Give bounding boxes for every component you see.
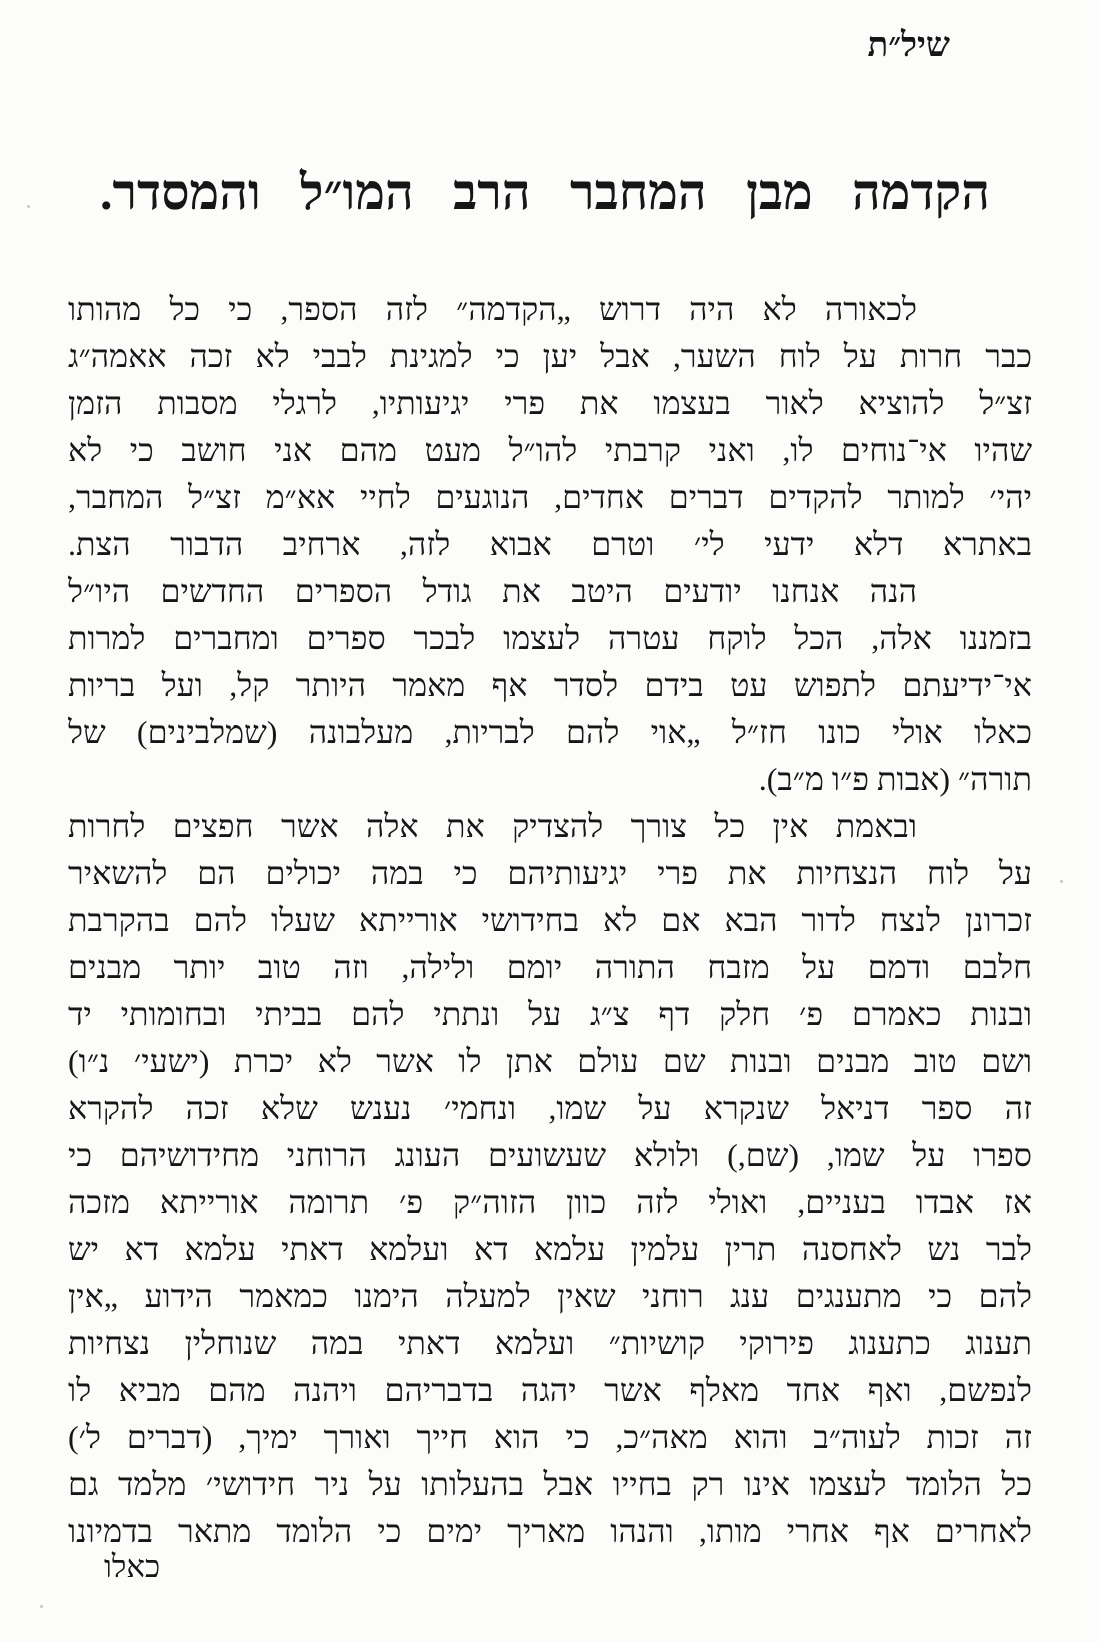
text-line: ובאמת אין כל צורך להצדיק את אלה אשר חפצים לחרות xyxy=(68,808,917,844)
text-line: תענוג כתענוג פירוקי קושיות״ ועלמא דאתי במה שנוחלין נצחיות xyxy=(68,1325,1032,1361)
body-text xyxy=(68,286,1032,1555)
text-line: לנפשם, ואף אחד מאלף אשר יהגה בדבריהם ויהנה מהם מביא לו xyxy=(68,1372,1032,1408)
scan-speck xyxy=(27,205,30,208)
scan-speck xyxy=(1060,880,1063,883)
text-line: תורה״ (אבות פ״ו מ״ב). xyxy=(758,761,1032,797)
page-marker: שיל״ת xyxy=(867,27,950,64)
text-line: ספרו על שמו, (שם,) ולולא שעשועים העונג הרוחני מחידושיהם כי xyxy=(68,1137,1032,1173)
text-line: אז אבדו בעניים, ואולי לזה כוון הזוה״ק פ׳ תרומה אורייתא מזכה xyxy=(68,1184,1032,1220)
text-line: בזמננו אלה, הכל לוקח עטרה לעצמו לבכר ספרים ומחברים למרות xyxy=(68,620,1032,656)
text-line: כבר חרות על לוח השער, אבל יען כי למגינת לבבי לא זכה אאמה״ג xyxy=(68,338,1032,374)
text-line: זה ספר דניאל שנקרא על שמו, ונחמי׳ נענש שלא זכה להקרא xyxy=(68,1090,1032,1126)
text-line: ובנות כאמרם פ׳ חלק דף צ״ג על ונתתי להם בביתי ובחומותי יד xyxy=(68,996,1032,1032)
text-line: כאלו אולי כונו חז״ל „אוי להם לבריות, מעלבונה (שמלבינים) של xyxy=(68,714,1032,750)
text-line: הנה אנחנו יודעים היטב את גודל הספרים החדשים היו״ל xyxy=(68,573,917,609)
paragraph xyxy=(68,568,1032,803)
text-line: להם כי מתענגים ענג רוחני שאין למעלה הימנו כמאמר הידוע „אין xyxy=(68,1278,1032,1314)
text-line: זצ״ל להוציא לאור בעצמו את פרי יגיעותיו, לרגלי מסבות הזמן xyxy=(68,385,1032,421)
text-line: זה זכות לעוה״ב והוא מאה״כ, כי הוא חייך ואורך ימיך, (דברים ל׳) xyxy=(68,1419,1032,1455)
text-line: חלבם ודמם על מזבח התורה יומם ולילה, וזה טוב יותר מבנים xyxy=(68,949,1032,985)
text-line: זכרונן לנצח לדור הבא אם לא בחידושי אורייתא שעלו להם בהקרבת xyxy=(68,902,1032,938)
catchword: כאלו xyxy=(104,1549,161,1584)
paragraph xyxy=(68,286,1032,568)
text-line: באתרא דלא ידעי לי׳ וטרם אבוא לזה, ארחיב הדבור הצת. xyxy=(68,526,1032,562)
text-line: אי־ידיעתם לתפוש עט בידם לסדר אף מאמר היותר קל, ועל בריות xyxy=(68,667,1032,703)
text-line: שהיו אי־נוחים לו, ואני קרבתי להו״ל מעט מהם אני חושב כי לא xyxy=(68,432,1032,468)
text-line: לבר נש לאחסנה תרין עלמין עלמא דא ועלמא דאתי עלמא דא יש xyxy=(68,1231,1032,1267)
text-line: לאחרים אף אחרי מותו, והנהו מאריך ימים כי הלומד מתאר בדמיונו xyxy=(68,1513,1032,1549)
text-line: לכאורה לא היה דרוש „הקדמה״ לזה הספר, כי כל מהותו xyxy=(68,291,917,327)
text-line: יהי׳ למותר להקדים דברים אחדים, הנוגעים לחיי אא״מ זצ״ל המחבר, xyxy=(68,479,1032,515)
text-line: כל הלומד לעצמו אינו רק בחייו אבל בהעלותו על ניר חידושי׳ מלמד גם xyxy=(68,1466,1032,1502)
paragraph xyxy=(68,803,1032,1555)
scan-speck xyxy=(40,1605,43,1608)
page-title: הקדמה מבן המחבר הרב המו״ל והמסדר. xyxy=(100,164,990,220)
text-line: על לוח הנצחיות את פרי יגיעותיהם כי במה יכולים הם להשאיר xyxy=(68,855,1032,891)
text-line: ושם טוב מבנים ובנות שם עולם אתן לו אשר לא יכרת (ישעי׳ נ״ו) xyxy=(68,1043,1032,1079)
